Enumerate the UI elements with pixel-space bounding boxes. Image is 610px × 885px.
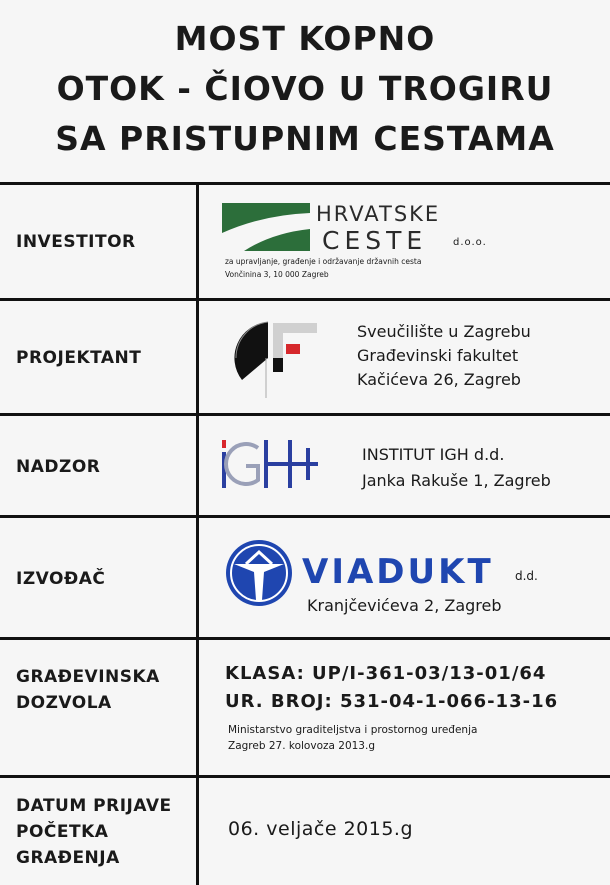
viadukt-circle-icon: [224, 538, 296, 608]
hc-logo-line2: CESTE: [322, 226, 428, 255]
label-dozvola-line1: GRAĐEVINSKA: [16, 667, 160, 687]
label-nadzor: NADZOR: [16, 457, 101, 477]
igh-line2: Janka Rakuše 1, Zagreb: [362, 471, 551, 490]
permit-note2: Zagreb 27. kolovoza 2013.g: [228, 740, 375, 752]
permit-note1: Ministarstvo graditeljstva i prostornog uređenja: [228, 724, 478, 736]
label-projektant: PROJEKTANT: [16, 348, 142, 368]
divider: [0, 637, 610, 640]
hc-logo-suffix: d.o.o.: [453, 237, 487, 248]
igh-logo: [222, 438, 322, 494]
viadukt-address: Kranjčevićeva 2, Zagreb: [307, 596, 502, 615]
igh-mark-icon: [222, 438, 322, 490]
gf-line1: Sveučilište u Zagrebu: [357, 322, 531, 341]
hrvatske-ceste-mark-icon: [222, 203, 312, 251]
gf-line2: Građevinski fakultet: [357, 346, 519, 365]
hrvatske-ceste-logo: [222, 203, 312, 255]
divider: [0, 515, 610, 518]
divider: [0, 182, 610, 185]
label-datum-prijave: [16, 793, 172, 871]
label-datum-line2: POČETKA: [16, 822, 109, 842]
gf-text: [357, 320, 531, 392]
hc-logo-line1: HRVATSKE: [316, 202, 441, 226]
hc-subtext: za upravljanje, građenje i održavanje državnih cesta: [225, 257, 422, 266]
permit-klasa: KLASA: UP/I-361-03/13-01/64: [225, 663, 547, 684]
gf-logo: [228, 318, 323, 406]
gf-line3: Kačićeva 26, Zagreb: [357, 370, 521, 389]
viadukt-wordmark: VIADUKT: [302, 552, 494, 592]
title-line-1: MOST KOPNO: [174, 19, 436, 58]
divider: [0, 775, 610, 778]
title-line-2: OTOK - ČIOVO U TROGIRU: [56, 69, 554, 108]
igh-text: [362, 442, 551, 494]
permit-issuer: [228, 722, 477, 754]
label-datum-line1: DATUM PRIJAVE: [16, 796, 172, 816]
label-gradevinska-dozvola: [16, 664, 160, 716]
viadukt-suffix: d.d.: [515, 569, 538, 583]
permit-numbers: [225, 660, 558, 716]
label-datum-line3: GRAĐENJA: [16, 848, 120, 868]
viadukt-logo: [224, 538, 296, 612]
label-investitor: INVESTITOR: [16, 232, 136, 252]
divider: [0, 413, 610, 416]
gf-mark-icon: [228, 318, 323, 402]
label-dozvola-line2: DOZVOLA: [16, 693, 112, 713]
label-izvodac: IZVOĐAČ: [16, 569, 106, 589]
title-line-3: SA PRISTUPNIM CESTAMA: [55, 119, 555, 158]
start-date: 06. veljače 2015.g: [228, 818, 414, 840]
hc-address: Vončinina 3, 10 000 Zagreb: [225, 270, 329, 279]
sign-title: [0, 14, 610, 164]
permit-urbroj: UR. BROJ: 531-04-1-066-13-16: [225, 691, 559, 712]
divider: [0, 298, 610, 301]
column-divider: [196, 183, 199, 885]
igh-line1: INSTITUT IGH d.d.: [362, 445, 505, 464]
